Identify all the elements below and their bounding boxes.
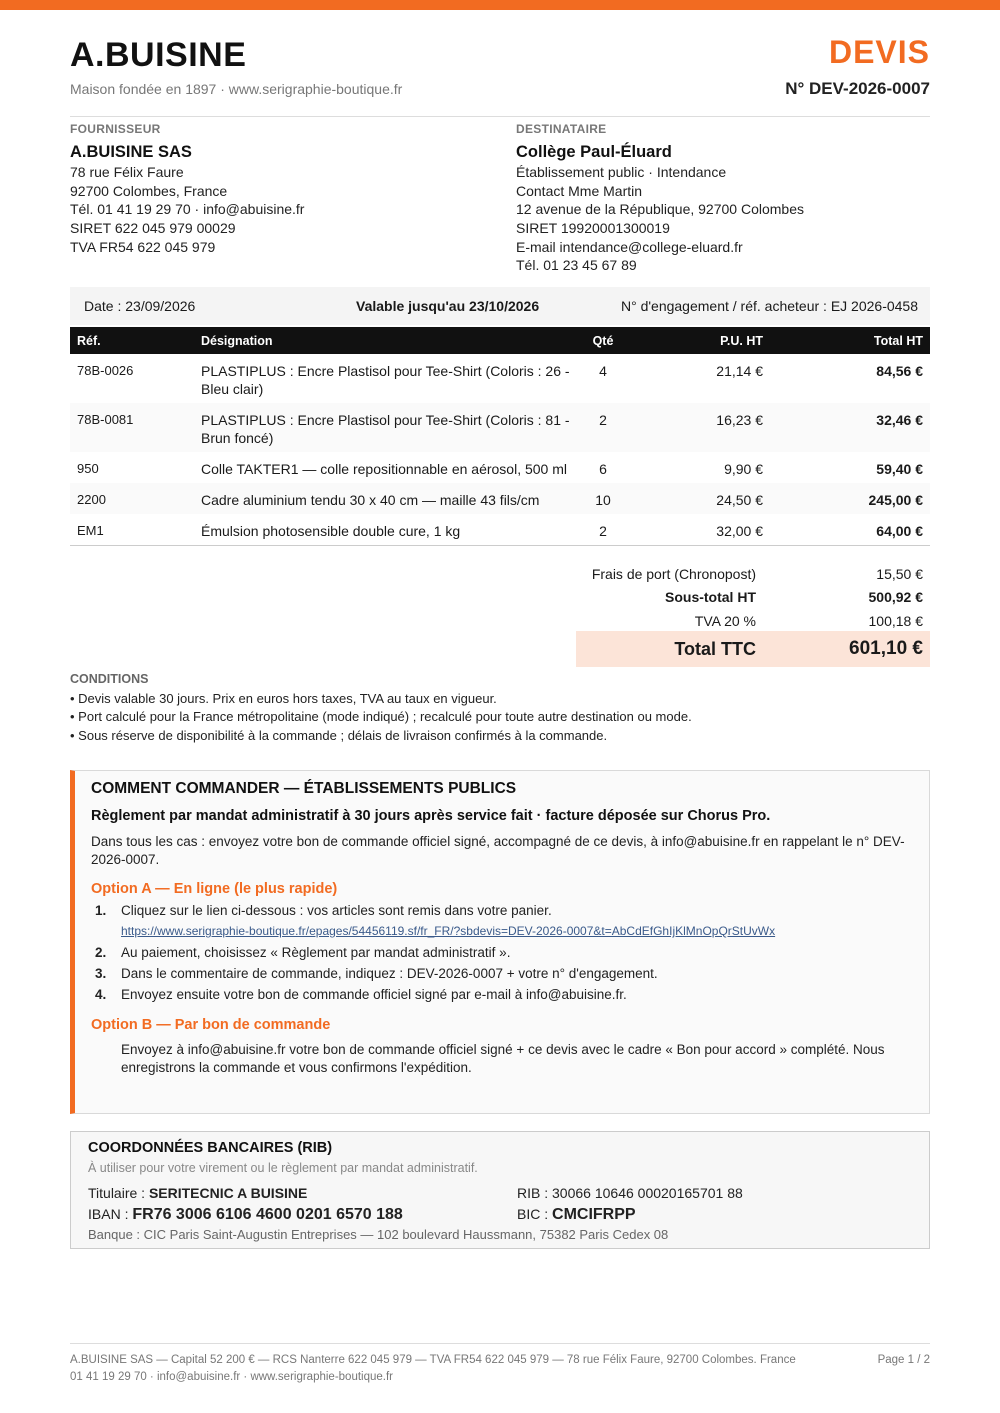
supplier-line: SIRET 622 045 979 00029: [70, 219, 236, 236]
option-a-heading: Option A — En ligne (le plus rapide): [91, 881, 338, 897]
list-item: [91, 965, 913, 982]
table-row: [70, 452, 930, 483]
iban-line: [88, 1204, 517, 1225]
cell-qty: 10: [595, 492, 611, 508]
basket-link[interactable]: https://www.serigraphie-boutique.fr/epages/54456119.sf/fr_FR/?sbdevis=DEV-2026-0007&t=AbCdEfGhIjKlMnOpQrStUvWx: [121, 924, 776, 938]
totals-block: [576, 563, 930, 667]
step-number: 2.: [95, 945, 107, 960]
list-item: [91, 902, 913, 940]
cell-ref: 78B-0026: [77, 363, 134, 378]
subtotal-label: Sous-total HT: [665, 589, 756, 605]
column-header-unit-price: P.U. HT: [720, 333, 763, 348]
column-header-designation: Désignation: [201, 333, 273, 348]
document-number: N° DEV-2026-0007: [785, 79, 930, 98]
cell-unit-price: 24,50 €: [716, 492, 763, 508]
iban-value: FR76 3006 6106 4600 0201 6570 188: [132, 1206, 403, 1223]
footer-contact: 01 41 19 29 70 · info@abuisine.fr · www.serigraphie-boutique.fr: [70, 1371, 393, 1383]
iban-label: IBAN :: [88, 1206, 129, 1222]
quote-date: Date : 23/09/2026: [84, 298, 196, 314]
table-row: [70, 514, 930, 546]
bank-note: À utiliser pour votre virement ou le règlement par mandat administratif.: [88, 1161, 478, 1175]
cell-total: 245,00 €: [868, 492, 923, 508]
recipient-line: Contact Mme Martin: [516, 182, 643, 199]
supplier-name: A.BUISINE SAS: [70, 142, 192, 161]
cell-qty: 6: [599, 461, 607, 477]
recipient-line: 12 avenue de la République, 92700 Colombes: [516, 201, 804, 218]
supplier-label: FOURNISSEUR: [70, 122, 161, 136]
rib-value: 30066 10646 00020165701 88: [552, 1185, 743, 1201]
document-type: DEVIS: [828, 34, 930, 70]
step-number: 1.: [95, 903, 107, 918]
footer-legal: A.BUISINE SAS — Capital 52 200 € — RCS Nanterre 622 045 979 — TVA FR54 622 045 979 — 78 rue Félix Faure, 92700 Colombes. France: [70, 1354, 796, 1366]
step-number: 3.: [95, 966, 107, 981]
shipping-value: 15,50 €: [876, 566, 923, 582]
subtotal-row: [576, 585, 930, 609]
cell-designation: Émulsion photosensible double cure, 1 kg: [201, 523, 461, 539]
cell-designation: Colle TAKTER1 — colle repositionnable en aérosol, 500 ml: [201, 461, 568, 477]
vat-label: TVA 20 %: [694, 613, 756, 629]
cell-unit-price: 32,00 €: [716, 523, 763, 539]
supplier-line: 92700 Colombes, France: [70, 182, 228, 199]
holder-label: Titulaire :: [88, 1185, 146, 1201]
cell-designation: PLASTIPLUS : Encre Plastisol pour Tee-Shirt (Coloris : 81 - Brun foncé): [201, 412, 570, 446]
column-header-ref: Réf.: [77, 333, 101, 348]
cell-designation: Cadre aluminium tendu 30 x 40 cm — maille 43 fils/cm: [201, 492, 540, 508]
cell-ref: 950: [77, 461, 99, 476]
recipient-block: [516, 120, 804, 275]
bank-grid: [88, 1183, 912, 1225]
cell-qty: 2: [599, 412, 607, 428]
vat-row: [576, 609, 930, 633]
vat-value: 100,18 €: [868, 613, 923, 629]
cell-unit-price: 21,14 €: [716, 363, 763, 379]
step-description: Cliquez sur le lien ci-dessous : vos articles sont remis dans votre panier.: [121, 903, 552, 918]
bank-title: COORDONNÉES BANCAIRES (RIB): [88, 1140, 333, 1156]
step-number: 4.: [95, 987, 107, 1002]
conditions-block: [70, 670, 692, 745]
subtotal-value: 500,92 €: [868, 589, 923, 605]
cell-ref: 78B-0081: [77, 412, 134, 427]
table-row: [70, 483, 930, 514]
engagement-reference: N° d'engagement / réf. acheteur : EJ 2026-0458: [620, 298, 918, 314]
quote-meta-bar: [70, 287, 930, 325]
supplier-line: Tél. 01 41 19 29 70 · info@abuisine.fr: [70, 201, 305, 218]
cell-qty: 2: [599, 523, 607, 539]
table-header-row: [70, 327, 930, 354]
bic-value: CMCIFRPP: [552, 1206, 636, 1223]
quote-validity: Valable jusqu'au 23/10/2026: [356, 298, 540, 314]
items-table: [70, 327, 930, 546]
condition-item: • Sous réserve de disponibilité à la commande ; délais de livraison confirmés à la commande.: [70, 727, 608, 743]
option-a-steps: [91, 902, 913, 1003]
total-ttc-label: Total TTC: [674, 638, 756, 659]
order-intro: Dans tous les cas : envoyez votre bon de commande officiel signé, accompagné de ce devis, à info@abuisine.fr en rappelant le n° DEV-2026-0007.: [91, 834, 905, 867]
order-payment-terms: Règlement par mandat administratif à 30 jours après service fait · facture déposée sur Chorus Pro.: [91, 808, 771, 824]
page-footer: [70, 1352, 930, 1386]
cell-ref: 2200: [77, 492, 106, 507]
cell-total: 59,40 €: [876, 461, 923, 477]
cell-ref: EM1: [77, 523, 104, 538]
brand-name: A.BUISINE: [70, 36, 247, 74]
header-divider: [70, 116, 930, 117]
shipping-label: Frais de port (Chronopost): [591, 566, 756, 582]
account-holder: [88, 1183, 517, 1204]
bank-details-panel: [70, 1131, 930, 1249]
bic-line: [517, 1204, 743, 1225]
header-document: [785, 34, 930, 99]
supplier-block: [70, 120, 304, 256]
step-description: Envoyez ensuite votre bon de commande officiel signé par e-mail à info@abuisine.fr.: [121, 987, 627, 1002]
accent-top-bar: [0, 0, 1000, 10]
step-description: Dans le commentaire de commande, indiquez : DEV-2026-0007 + votre n° d'engagement.: [121, 966, 658, 981]
bank-column-left: [88, 1183, 517, 1225]
cell-unit-price: 16,23 €: [716, 412, 763, 428]
recipient-line: E-mail intendance@college-eluard.fr: [516, 238, 743, 255]
conditions-label: CONDITIONS: [70, 672, 149, 686]
step-description: Au paiement, choisissez « Règlement par mandat administratif ».: [121, 945, 511, 960]
holder-value: SERITECNIC A BUISINE: [148, 1185, 308, 1201]
recipient-line: Établissement public · Intendance: [516, 164, 727, 181]
supplier-line: TVA FR54 622 045 979: [70, 238, 216, 255]
condition-item: • Devis valable 30 jours. Prix en euros hors taxes, TVA au taux en vigueur.: [70, 690, 497, 706]
table-row: [70, 403, 930, 452]
rib-line: [517, 1183, 743, 1204]
total-ttc-row: [576, 631, 930, 667]
page-number: Page 1 / 2: [877, 1354, 930, 1366]
supplier-line: 78 rue Félix Faure: [70, 164, 184, 181]
recipient-line: Tél. 01 23 45 67 89: [516, 257, 637, 274]
cell-unit-price: 9,90 €: [724, 461, 763, 477]
recipient-name: Collège Paul-Éluard: [516, 142, 672, 161]
rib-label: RIB :: [517, 1185, 549, 1201]
bank-name-address: Banque : CIC Paris Saint-Augustin Entreprises — 102 boulevard Haussmann, 75382 Paris Cedex 08: [88, 1227, 669, 1242]
brand-tagline: Maison fondée en 1897 · www.serigraphie-boutique.fr: [70, 81, 403, 97]
cell-designation: PLASTIPLUS : Encre Plastisol pour Tee-Shirt (Coloris : 26 - Bleu clair): [201, 363, 570, 397]
column-header-qty: Qté: [592, 333, 614, 348]
recipient-line: SIRET 19920001300019: [516, 219, 670, 236]
footer-divider: [70, 1343, 930, 1344]
recipient-label: DESTINATAIRE: [516, 122, 607, 136]
header-brand: [70, 36, 402, 97]
cell-total: 84,56 €: [876, 363, 923, 379]
bank-column-right: [517, 1183, 743, 1225]
column-header-total: Total HT: [873, 333, 923, 348]
condition-item: • Port calculé pour la France métropolitaine (mode indiqué) ; recalculé pour toute autre destination ou mode.: [70, 709, 692, 724]
cell-total: 64,00 €: [876, 523, 923, 539]
shipping-row: [576, 563, 930, 585]
cell-qty: 4: [599, 363, 607, 379]
step-text: [121, 902, 913, 940]
list-item: [91, 986, 913, 1003]
cell-total: 32,46 €: [876, 412, 923, 428]
option-b-text: Envoyez à info@abuisine.fr votre bon de commande officiel signé + ce devis avec le cadre « Bon pour accord » complété. Nous enregistrons la commande et vous confirmons l'expédition.: [121, 1042, 885, 1075]
option-b-heading: Option B — Par bon de commande: [91, 1017, 331, 1033]
order-instructions-panel: [70, 770, 930, 1114]
list-item: [91, 944, 913, 961]
total-ttc-value: 601,10 €: [849, 638, 923, 659]
order-title: COMMENT COMMANDER — ÉTABLISSEMENTS PUBLICS: [91, 780, 517, 797]
bic-label: BIC :: [517, 1206, 549, 1222]
table-row: [70, 354, 930, 403]
